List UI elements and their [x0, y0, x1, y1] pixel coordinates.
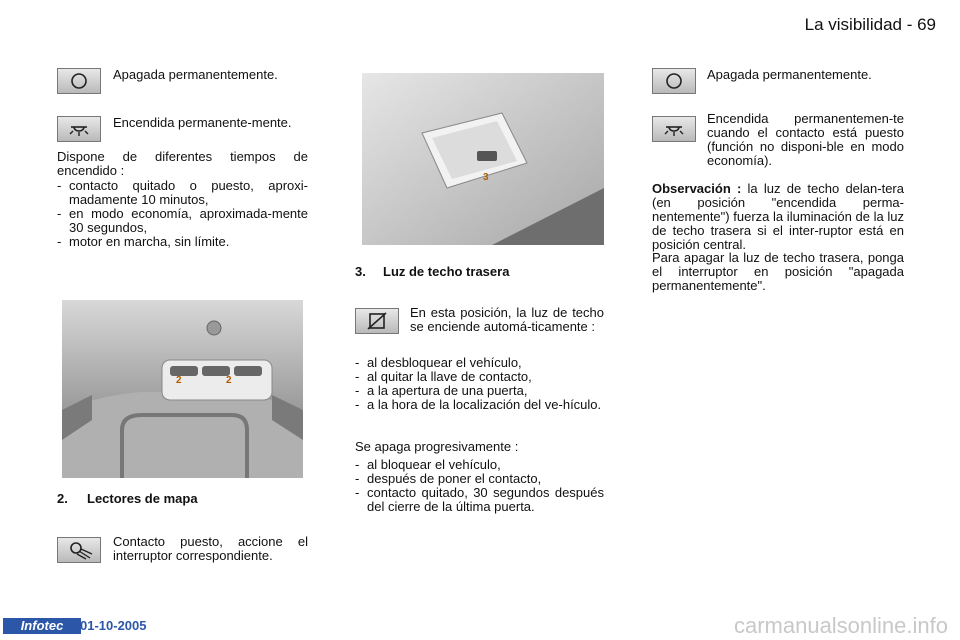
left-on-label: Encendida permanente-mente.: [113, 115, 292, 130]
section-2-number: 2.: [57, 491, 68, 506]
fade-intro: Se apaga progresivamente :: [355, 439, 519, 454]
times-intro: Dispone de diferentes tiempos de encendido :: [57, 149, 308, 178]
list-item: - contacto quitado, 30 segundos después del cierre de la última puerta.: [355, 486, 604, 514]
list-item: - contacto quitado o puesto, aproxi-madamente 10 minutos,: [57, 179, 308, 207]
map-light-text: Contacto puesto, accione el interruptor correspondiente.: [113, 534, 308, 563]
list-item: - al desbloquear el vehículo,: [355, 356, 604, 370]
auto-list: [355, 356, 604, 412]
footer-date: 01-10-2005: [80, 618, 147, 633]
callout-2-right: 2: [226, 375, 232, 386]
list-item: - a la apertura de una puerta,: [355, 384, 604, 398]
rear-light-photo: [362, 73, 604, 245]
list-item: - motor en marcha, sin límite.: [57, 235, 308, 249]
list-item: - en modo economía, aproximada-mente 30 segundos,: [57, 207, 308, 235]
light-on-icon: [57, 116, 101, 142]
fade-list: [355, 458, 604, 514]
right-on-label: Encendida permanentemen-te cuando el contacto está puesto (función no disponi-ble en modo economía).: [707, 111, 904, 168]
callout-2-left: 2: [176, 375, 182, 386]
note-paragraph: [652, 182, 904, 252]
light-off-icon: [652, 68, 696, 94]
map-lights-photo: [62, 300, 303, 478]
door-light-icon: [355, 308, 399, 334]
light-on-icon: [652, 116, 696, 142]
list-item: - después de poner el contacto,: [355, 472, 604, 486]
section-3-number: 3.: [355, 264, 366, 279]
section-3-title: Luz de techo trasera: [383, 264, 510, 279]
left-off-label: Apagada permanentemente.: [113, 67, 278, 82]
infotec-logo: Infotec: [3, 618, 81, 634]
page-header: La visibilidad - 69: [804, 15, 936, 34]
list-item: - al bloquear el vehículo,: [355, 458, 604, 472]
off-instruction: Para apagar la luz de techo trasera, ponga el interruptor en posición "apagada permanentemente".: [652, 250, 904, 293]
light-off-icon: [57, 68, 101, 94]
note-text: la luz de techo delan-tera (en posición "encendida perma-nentemente") fuerza la iluminación de la luz de techo trasera si el inter-ruptor está en posición central.: [652, 181, 904, 252]
map-light-icon: [57, 537, 101, 563]
auto-text: En esta posición, la luz de techo se enciende automá-ticamente :: [410, 305, 604, 334]
callout-3: 3: [483, 172, 489, 183]
watermark: carmanualsonline.info: [733, 613, 948, 638]
list-item: - a la hora de la localización del ve-hículo.: [355, 398, 604, 412]
right-off-label: Apagada permanentemente.: [707, 67, 872, 82]
note-label: Observación :: [652, 181, 742, 196]
times-list: [57, 179, 308, 249]
list-item: - al quitar la llave de contacto,: [355, 370, 604, 384]
section-2-title: Lectores de mapa: [87, 491, 198, 506]
